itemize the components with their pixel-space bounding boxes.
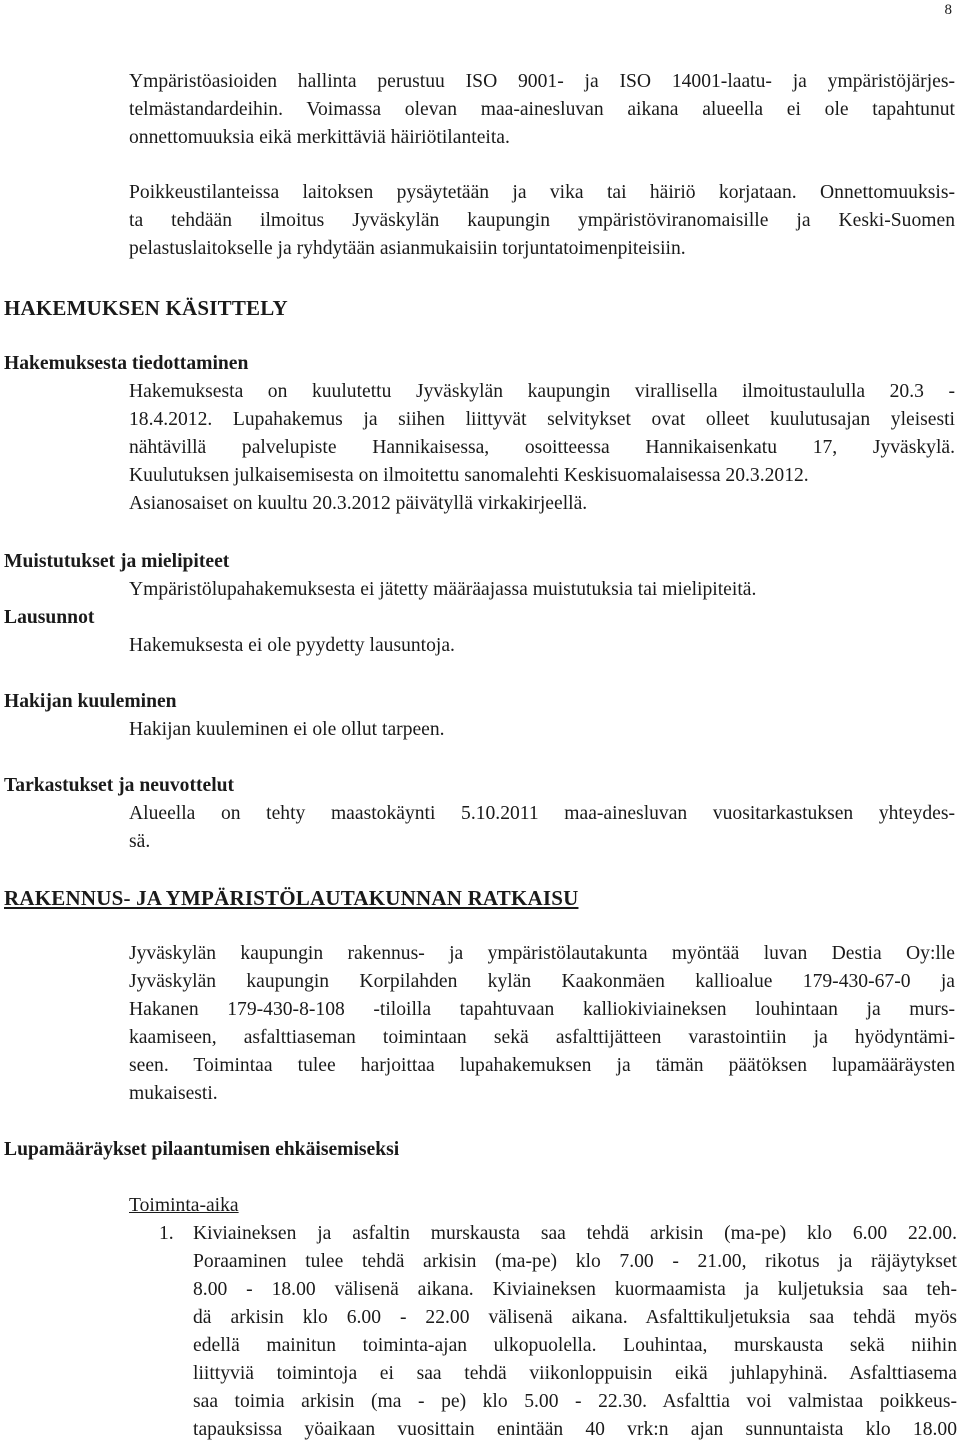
text-line: Hakanen 179-430-8-108 -tiloilla tapahtuvaan kalliokiviaineksen louhintaan ja murs- (129, 999, 955, 1020)
section-heading-hakemuksen-kasittely: HAKEMUKSEN KÄSITTELY (4, 296, 288, 320)
text-line: Poikkeustilanteissa laitoksen pysäytetään ja vika tai häiriö korjataan. Onnettomuuksis- (129, 182, 955, 203)
text-line: nähtävillä palvelupiste Hannikaisessa, osoitteessa Hannikaisenkatu 17, Jyväskylä. (129, 437, 955, 458)
text-line: Poraaminen tulee tehdä arkisin (ma-pe) klo 7.00 - 21.00, rikotus ja räjäytykset (193, 1251, 957, 1272)
subheading-lausunnot: Lausunnot (4, 607, 95, 628)
text-line: ta tehdään ilmoitus Jyväskylän kaupungin ympäristöviranomaisille ja Keski-Suomen (129, 210, 955, 231)
subheading-toiminta-aika: Toiminta-aika (129, 1195, 239, 1216)
text-line: kaamiseen, asfalttiaseman toimintaan sekä asfalttijätteen varastointiin ja hyödyntämi- (129, 1027, 955, 1048)
muistutukset-text: Ympäristölupahakemuksesta ei jätetty määräajassa muistutuksia tai mielipiteitä. (129, 579, 757, 600)
text-line: saa toimia arkisin (ma - pe) klo 5.00 - 22.30. Asfalttia voi valmistaa poikkeus- (193, 1391, 957, 1412)
text-line: telmästandardeihin. Voimassa olevan maa-ainesluvan aikana alueella ei ole tapahtunut (129, 99, 955, 120)
text-line: pelastuslaitokselle ja ryhdytään asianmukaisiin torjuntatoimenpiteisiin. (129, 238, 686, 259)
text-line: Asianosaiset on kuultu 20.3.2012 päivätyllä virkakirjeellä. (129, 493, 588, 514)
text-line: mukaisesti. (129, 1083, 218, 1104)
text-line: dä arkisin klo 6.00 - 22.00 välisenä aikana. Asfalttikuljetuksia saa tehdä myös (193, 1307, 957, 1328)
text-line: Ympäristöasioiden hallinta perustuu ISO 9001- ja ISO 14001-laatu- ja ympäristöjärjes- (129, 71, 955, 92)
text-line: 8.00 - 18.00 välisenä aikana. Kiviaineksen kuormaamista ja kuljetuksia saa teh- (193, 1279, 957, 1300)
text-line: Kiviaineksen ja asfaltin murskausta saa tehdä arkisin (ma-pe) klo 6.00 22.00. (193, 1223, 957, 1244)
subheading-tarkastukset: Tarkastukset ja neuvottelut (4, 775, 235, 796)
text-line: onnettomuuksia eikä merkittäviä häiriötilanteita. (129, 127, 510, 148)
text-line: seen. Toimintaa tulee harjoittaa lupahakemuksen ja tämän päätöksen lupamääräysten (129, 1055, 955, 1076)
subheading-kuuleminen: Hakijan kuuleminen (4, 691, 177, 712)
text-line: Alueella on tehty maastokäynti 5.10.2011 maa-ainesluvan vuositarkastuksen yhteydes- (129, 803, 955, 824)
subheading-tiedottaminen: Hakemuksesta tiedottaminen (4, 353, 249, 374)
subheading-lupamaaraykset: Lupamääräykset pilaantumisen ehkäisemiseksi (4, 1139, 400, 1160)
text-line: edellä mainitun toiminta-ajan ulkopuolella. Louhintaa, murskausta sekä niihin (193, 1335, 957, 1356)
text-line: liittyviä toimintoja ei saa tehdä viikonloppuisin eikä juhlapyhinä. Asfalttiasema (193, 1363, 957, 1384)
text-line: sä. (129, 831, 151, 852)
text-line: Jyväskylän kaupungin Korpilahden kylän Kaakonmäen kallioalue 179-430-67-0 ja (129, 971, 955, 992)
section-heading-ratkaisu: RAKENNUS- JA YMPÄRISTÖLAUTAKUNNAN RATKAISU (4, 886, 579, 910)
list-item-number: 1. (159, 1223, 174, 1244)
text-line: Jyväskylän kaupungin rakennus- ja ympäristölautakunta myöntää luvan Destia Oy:lle (129, 943, 955, 964)
text-line: Kuulutuksen julkaisemisesta on ilmoitettu sanomalehti Keskisuomalaisessa 20.3.2012. (129, 465, 809, 486)
subheading-muistutukset: Muistutukset ja mielipiteet (4, 551, 230, 572)
text-line: tapauksissa yöaikaan vuosittain enintään 40 vrk:n ajan sunnuntaista klo 18.00 (193, 1419, 957, 1440)
page-number: 8 (944, 2, 952, 18)
text-line: 18.4.2012. Lupahakemus ja siihen liittyvät selvitykset ovat olleet kuulutusajan yleisesti (129, 409, 955, 430)
kuuleminen-text: Hakijan kuuleminen ei ole ollut tarpeen. (129, 719, 445, 740)
lausunnot-text: Hakemuksesta ei ole pyydetty lausuntoja. (129, 635, 455, 656)
text-line: Hakemuksesta on kuulutettu Jyväskylän kaupungin virallisella ilmoitustaululla 20.3 - (129, 381, 955, 402)
